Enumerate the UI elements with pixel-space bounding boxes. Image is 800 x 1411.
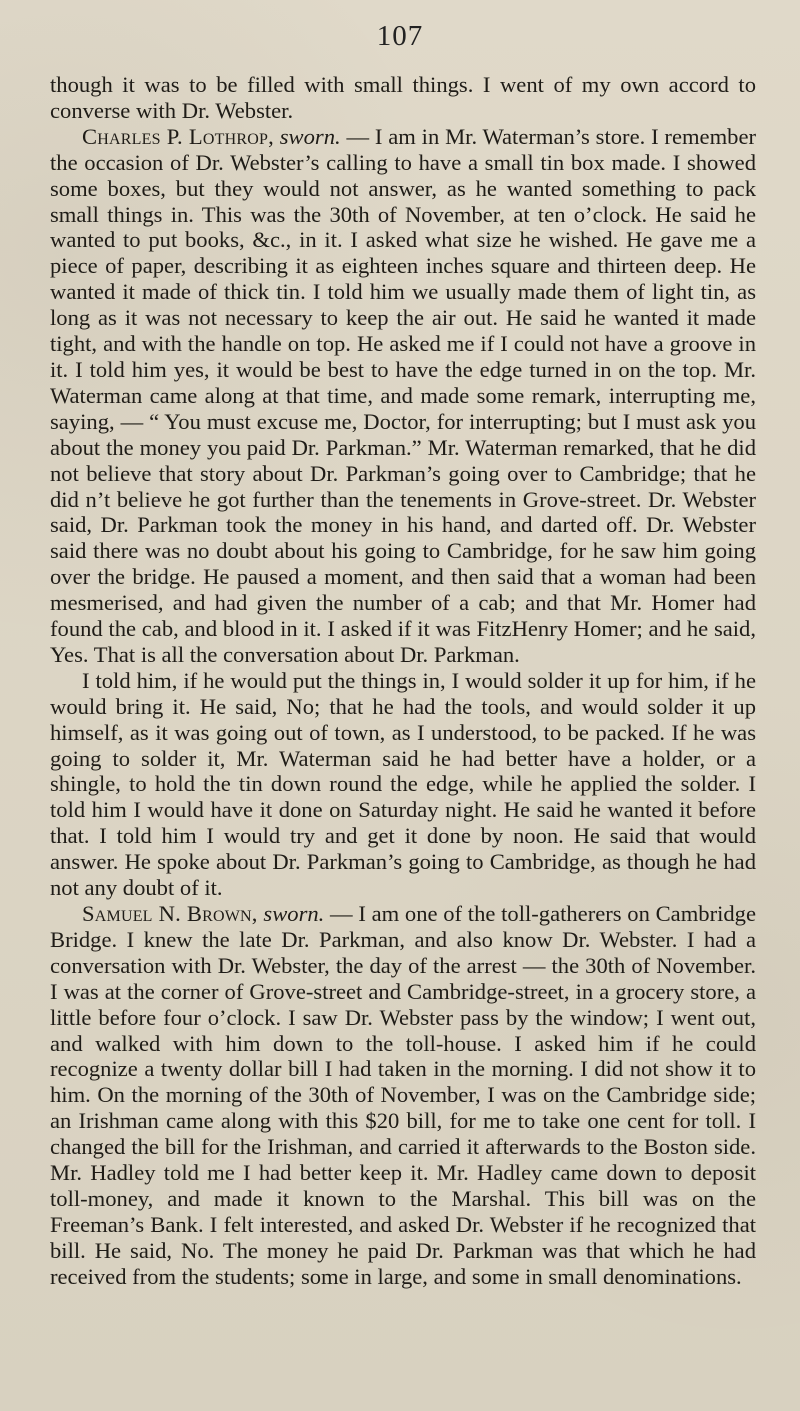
paragraph-2 [50,124,756,668]
page-number: 107 [376,20,424,52]
text-run: I told him, if he would put the things in, I would solder it up for him, if he would bring it. He said, No; that he had the tools, and would solder it up himself, as it was going out of town, as I understood, to be packed. If he was going to solder it, Mr. Waterman said he had better have a holder, or a shingle, to hold the tin down round the edge, while he applied the solder. I told him I would have it done on Saturday night. He said he wanted it before that. I told him I would try and get it done by noon. He said that would answer. He spoke about Dr. Parkman’s going to Cambridge, as though he had not any doubt of it. [50,667,756,901]
paragraph-1 [50,72,756,124]
body-text [50,72,756,1290]
witness-name: Samuel N. Brown, [82,901,258,926]
text-run: though it was to be filled with small things. I went of my own accord to converse with Dr. Webster. [50,72,756,123]
sworn-italic: sworn. [279,123,341,149]
witness-name: Charles P. Lothrop, [82,123,274,149]
paragraph-3 [50,668,756,901]
text-run: — I am in Mr. Waterman’s store. I remember the occasion of Dr. Webster’s calling to have a small tin box made. I showed some boxes, but they would not answer, as he wanted something to pack small things in. This was the 30th of November, at ten o’clock. He said he wanted to put books, &c., in it. I asked what size he wished. He gave me a piece of paper, describing it as eighteen inches square and thirteen deep. He wanted it made of thick tin. I told him we usually made them of light tin, as long as it was not necessary to keep the air out. He said he wanted it made tight, and with the handle on top. He asked me if I could not have a groove in it. I told him yes, it would be best to have the edge turned in on the top. Mr. Waterman came along at that time, and made some remark, interrupting me, saying, — “ You must excuse me, Doctor, for interrupting; but I must ask you about the money you paid Dr. Parkman.” Mr. Waterman remarked, that he did not believe that story about Dr. Parkman’s going over to Cambridge; that he did n’t believe he got further than the tenements in Grove-street. Dr. Webster said, Dr. Parkman took the money in his hand, and darted off. Dr. Webster said there was no doubt about his going to Cambridge, for he saw him going over the bridge. He paused a moment, and then said that a woman had been mesmerised, and had given the number of a cab; and that Mr. Homer had found the cab, and blood in it. I asked if it was FitzHenry Homer; and he said, Yes. That is all the conversation about Dr. Parkman. [50,123,756,667]
paragraph-4 [50,901,756,1290]
sworn-italic: sworn. [263,901,325,926]
text-run: — I am one of the toll-gatherers on Cambridge Bridge. I knew the late Dr. Parkman, and also know Dr. Webster. I had a conversation with Dr. Webster, the day of the arrest — the 30th of November. I was at the corner of Grove-street and Cambridge-street, in a grocery store, a little before four o’clock. I saw Dr. Webster pass by the window; I went out, and walked with him down to the toll-house. I asked him if he could recognize a twenty dollar bill I had taken in the morning. I did not show it to him. On the morning of the 30th of November, I was on the Cambridge side; an Irishman came along with this $20 bill, for me to take one cent for toll. I changed the bill for the Irishman, and carried it afterwards to the Boston side. Mr. Hadley told me I had better keep it. Mr. Hadley came down to deposit toll-money, and made it known to the Marshal. This bill was on the Freeman’s Bank. I felt interested, and asked Dr. Webster if he recognized that bill. He said, No. The money he paid Dr. Parkman was that which he had received from the students; some in large, and some in small denominations. [50,901,757,1289]
